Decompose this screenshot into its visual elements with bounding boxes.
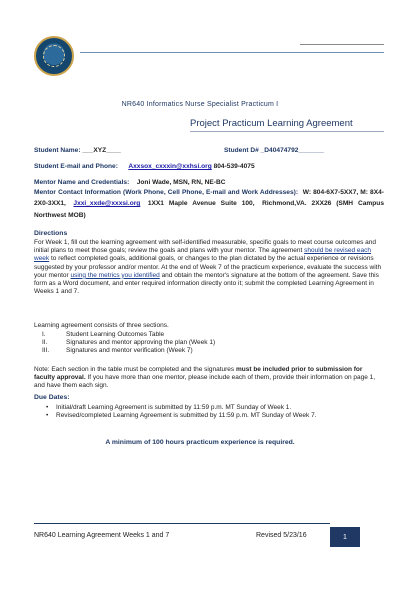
directions-text-2: to reflect completed goals, additional goals, or changes to the plan dictated by the actual experience or revisions suggested by your professor and/or mentor. At the end of Week 7 of the practicum experience, evaluate the success with your mentor [34,255,382,279]
mentor-contact-block [34,186,384,220]
list-text: Student Learning Outcomes Table [66,331,165,338]
directions-text-3: and obtain the mentor's signature at the bottom of the agreement. Save this form as a Word document, and enter required information directly onto it; submit the completed Learning Agreement in Weeks 1 and 7. [34,271,379,296]
due-item-text: Initial/draft Learning Agreement is submitted by 11:59 p.m. MT Sunday of Week 1. [56,404,292,411]
mentor-address-city: Richmond,VA. 2XX26 (SMH Campus Northwest MOB) [34,200,384,219]
header-rule-short [300,44,384,45]
page-number: 1 [330,527,360,547]
course-title: NR640 Informatics Nurse Specialist Practicum I [121,101,279,108]
mentor-email-link[interactable]: Jxxi_xxde@xxxsi.org [73,200,141,208]
directions-paragraph [34,239,384,296]
footer-title: NR640 Learning Agreement Weeks 1 and 7 [34,532,170,539]
student-id-label: Student D# _D40474792_______ [224,147,325,154]
list-item [42,339,342,347]
list-number: II. [42,339,48,347]
note-text-b: If you have more than one mentor, please include each of them, provide their information on page 1, and have them each sign. [34,374,376,390]
requirement-line [0,431,400,449]
mentor-contact-phones: W: 804-6X7-5XX7, M: 8X4-2X0-3XX1, [34,189,384,208]
header-rule [80,52,384,53]
sections-list [42,331,342,356]
student-phone: 804-539-4075 [211,163,255,170]
directions-heading: Directions [34,230,68,237]
list-number: I. [42,331,46,338]
due-item-text: Revised/completed Learning Agreement is submitted by 11:59 p.m. MT Sunday of Week 7. [56,412,317,420]
mentor-name-label: Mentor Name and Credentials: [34,179,130,186]
directions-link-metrics[interactable]: using the metrics you identified [70,271,160,279]
mentor-name-value: Joni Wade, MSN, RN, NE-BC [136,179,226,186]
list-item [46,404,386,412]
student-name-value: ___XYZ____ [80,147,121,154]
due-dates-list [46,404,386,420]
university-seal-logo [34,36,74,76]
document-title: Project Practicum Learning Agreement [190,118,353,129]
list-item [42,331,342,339]
sections-intro: Learning agreement consists of three sections. [34,322,169,329]
note-text-a: Note: Each section in the table must be completed and the signatures [34,366,235,373]
mentor-contact-label: Mentor Contact Information (Work Phone, Cell Phone, E-mail and Work Addresses): [34,189,299,196]
bullet-icon: • [46,404,49,411]
list-item [42,347,342,355]
list-text: Signatures and mentor verification (Week 7) [66,347,193,355]
due-dates-heading: Due Dates: [34,394,70,401]
student-email-link[interactable]: Axxsox_cxxxin@xxhsi.org [128,163,212,170]
list-text: Signatures and mentor approving the plan (Week 1) [66,339,216,347]
directions-link-revise[interactable]: should be revised each week [34,247,372,263]
footer-revised: Revised 5/23/16 [256,532,307,539]
student-email-label: Student E-mail and Phone: [34,163,118,170]
note-paragraph [34,366,384,391]
list-number: III. [42,347,50,355]
footer-rule [34,523,330,524]
mentor-address: 1XX1 Maple Avenue Suite 100, [147,200,255,208]
requirement-text: A minimum of 100 hours practicum experience is required. [105,439,295,446]
bullet-icon: • [46,412,49,420]
title-rule [190,131,384,132]
student-name-label: Student Name: [34,147,81,154]
note-text-bold: must be included prior to submission for faculty approval. [34,366,363,382]
directions-text-1: For Week 1, fill out the learning agreement with self-identified measurable, specific goals to meet course outcomes and initial plans to meet those goals; review the goals and plans with your mentor. The agreement [34,239,377,255]
list-item [46,412,386,420]
